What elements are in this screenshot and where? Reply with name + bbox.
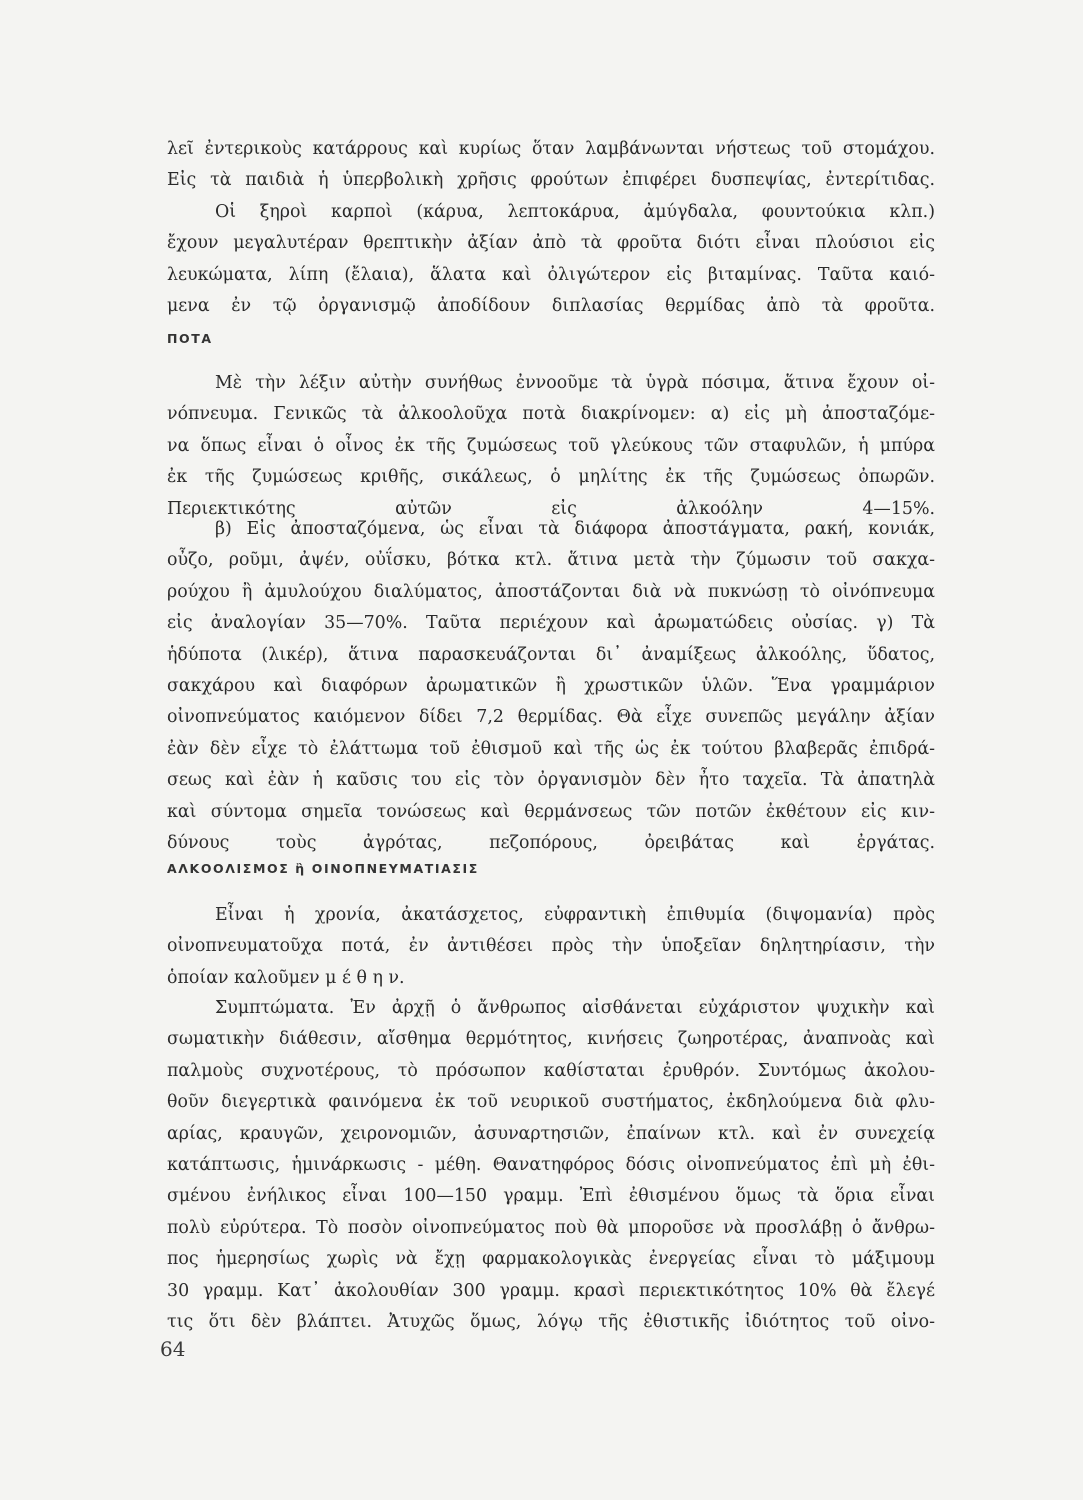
- paragraph-symptoms: [167, 993, 935, 1338]
- text-line: θοῦν διεγερτικὰ φαινόμενα ἐκ τοῦ νευρικοῦ συστήματος, ἐκδηλούμενα διὰ φλυ-: [167, 1092, 935, 1113]
- paragraph-alcoholism-def: [167, 900, 935, 994]
- section-heading-alkoolismos: ΑΛΚΟΟΛΙΣΜΟΣ ἢ ΟΙΝΟΠΝΕΥΜΑΤΙΑΣΙΣ: [167, 861, 479, 876]
- text-line: εἰς ἀναλογίαν 35—70%. Ταῦτα περιέχουν καὶ ἀρωματώδεις οὐσίας. γ) Τὰ: [167, 613, 935, 634]
- text-line: λευκώματα, λίπη (ἔλαια), ἅλατα καὶ ὀλιγώτερον εἰς βιταμίνας. Ταῦτα καιό-: [167, 264, 935, 285]
- text-line: σωματικὴν διάθεσιν, αἴσθημα θερμότητος, κινήσεις ζωηροτέρας, ἀναπνοὰς καὶ: [167, 1029, 935, 1050]
- text-line: κατάπτωσις, ἡμινάρκωσις - μέθη. Θανατηφόρος δόσις οἰνοπνεύματος ἐπὶ μὴ ἐθι-: [167, 1155, 935, 1176]
- text-line: ἡδύποτα (λικέρ), ἅτινα παρασκευάζονται δι᾽ ἀναμίξεως ἀλκοόλης, ὕδατος,: [167, 644, 935, 665]
- text-line: οἰνοπνευματοῦχα ποτά, ἐν ἀντιθέσει πρὸς τὴν ὑποξεῖαν δηλητηρίασιν, τὴν: [167, 936, 935, 957]
- text-line: Περιεκτικότης αὐτῶν εἰς ἀλκοόλην 4—15%.: [167, 498, 935, 519]
- text-line: σμένου ἐνήλικος εἶναι 100—150 γραμμ. Ἐπὶ ἐθισμένου ὅμως τὰ ὅρια εἶναι: [167, 1186, 935, 1207]
- section-heading-pota: ΠΟΤΑ: [167, 331, 213, 346]
- text-line: νόπνευμα. Γενικῶς τὰ ἀλκοολοῦχα ποτὰ διακρίνομεν: α) εἰς μὴ ἀποσταζόμε-: [167, 404, 935, 425]
- text-line: μενα ἐν τῷ ὀργανισμῷ ἀποδίδουν διπλασίας θερμίδας ἀπὸ τὰ φροῦτα.: [167, 296, 935, 317]
- text-line: ρούχου ἢ ἀμυλούχου διαλύματος, ἀποστάζονται διὰ νὰ πυκνώσῃ τὸ οἰνόπνευμα: [167, 581, 935, 602]
- text-line: λεῖ ἐντερικοὺς κατάρρους καὶ κυρίως ὅταν λαμβάνωνται νήστεως τοῦ στομάχου.: [167, 139, 935, 159]
- text-line: ἔχουν μεγαλυτέραν θρεπτικὴν ἀξίαν ἀπὸ τὰ φροῦτα διότι εἶναι πλούσιοι εἰς: [167, 233, 935, 254]
- paragraph-dry-nuts: [167, 197, 935, 323]
- page-number: 64: [160, 1337, 186, 1361]
- text-line: ὁποίαν καλοῦμεν μ έ θ η ν.: [167, 967, 405, 988]
- text-line: σεως καὶ ἐὰν ἡ καῦσις του εἰς τὸν ὀργανισμὸν δὲν ἦτο ταχεῖα. Τὰ ἀπατηλὰ: [167, 770, 935, 791]
- text-line: δύνους τοὺς ἀγρότας, πεζοπόρους, ὀρειβάτας καὶ ἐργάτας.: [167, 833, 935, 854]
- text-line: οὖζο, ροῦμι, ἀψέν, οὐΐσκυ, βότκα κτλ. ἅτινα μετὰ τὴν ζύμωσιν τοῦ σακχα-: [167, 550, 935, 571]
- text-line: β) Εἰς ἀποσταζόμενα, ὡς εἶναι τὰ διάφορα ἀποστάγματα, ρακή, κονιάκ,: [215, 519, 935, 539]
- text-line: καὶ σύντομα σημεῖα τονώσεως καὶ θερμάνσεως τῶν ποτῶν ἐκθέτουν εἰς κιν-: [167, 801, 935, 822]
- text-line: Συμπτώματα. Ἐν ἀρχῇ ὁ ἄνθρωπος αἰσθάνεται εὐχάριστον ψυχικὴν καὶ: [215, 998, 935, 1018]
- text-line: παλμοὺς συχνοτέρους, τὸ πρόσωπον καθίσταται ἐρυθρόν. Συντόμως ἀκολου-: [167, 1060, 935, 1081]
- text-line: να ὅπως εἶναι ὁ οἶνος ἐκ τῆς ζυμώσεως τοῦ γλεύκους τῶν σταφυλῶν, ἡ μπύρα: [167, 435, 935, 456]
- paragraph-continuation: [167, 134, 935, 197]
- text-line: ἐκ τῆς ζυμώσεως κριθῆς, σικάλεως, ὁ μηλίτης ἐκ τῆς ζυμώσεως ὀπωρῶν.: [167, 467, 935, 488]
- text-line: πολὺ εὐρύτερα. Τὸ ποσὸν οἰνοπνεύματος ποὺ θὰ μποροῦσε νὰ προσλάβῃ ὁ ἄνθρω-: [167, 1217, 935, 1238]
- text-line: Μὲ τὴν λέξιν αὐτὴν συνήθως ἐννοοῦμε τὰ ὑγρὰ πόσιμα, ἅτινα ἔχουν οἰ-: [215, 373, 935, 393]
- text-line: Εἰς τὰ παιδιὰ ἡ ὑπερβολικὴ χρῆσις φρούτων ἐπιφέρει δυσπεψίας, ἐντερίτιδας.: [167, 170, 935, 191]
- text-line: σακχάρου καὶ διαφόρων ἀρωματικῶν ἢ χρωστικῶν ὑλῶν. Ἕνα γραμμάριον: [167, 676, 935, 697]
- paragraph-distilled: [167, 514, 935, 859]
- text-line: Εἶναι ἡ χρονία, ἀκατάσχετος, εὐφραντικὴ ἐπιθυμία (διψομανία) πρὸς: [215, 905, 935, 925]
- paragraph-drinks-intro: [167, 368, 935, 525]
- text-line: τις ὅτι δὲν βλάπτει. Ἀτυχῶς ὅμως, λόγῳ τῆς ἐθιστικῆς ἰδιότητος τοῦ οἰνο-: [167, 1312, 935, 1333]
- text-line: Οἱ ξηροὶ καρποὶ (κάρυα, λεπτοκάρυα, ἀμύγδαλα, φουντούκια κλπ.): [215, 202, 935, 222]
- text-line: ἐὰν δὲν εἶχε τὸ ἐλάττωμα τοῦ ἐθισμοῦ καὶ τῆς ὡς ἐκ τούτου βλαβερᾶς ἐπιδρά-: [167, 738, 935, 759]
- text-line: οἰνοπνεύματος καιόμενον δίδει 7,2 θερμίδας. Θὰ εἶχε συνεπῶς μεγάλην ἀξίαν: [167, 707, 935, 728]
- text-line: 30 γραμμ. Κατ᾽ ἀκολουθίαν 300 γραμμ. κρασὶ περιεκτικότητος 10% θὰ ἔλεγέ: [167, 1280, 935, 1301]
- text-line: αρίας, κραυγῶν, χειρονομιῶν, ἀσυναρτησιῶν, ἐπαίνων κτλ. καὶ ἐν συνεχείᾳ: [167, 1123, 935, 1144]
- text-line: πος ἡμερησίως χωρὶς νὰ ἔχῃ φαρμακολογικὰς ἐνεργείας εἶναι τὸ μάξιμουμ: [167, 1249, 935, 1270]
